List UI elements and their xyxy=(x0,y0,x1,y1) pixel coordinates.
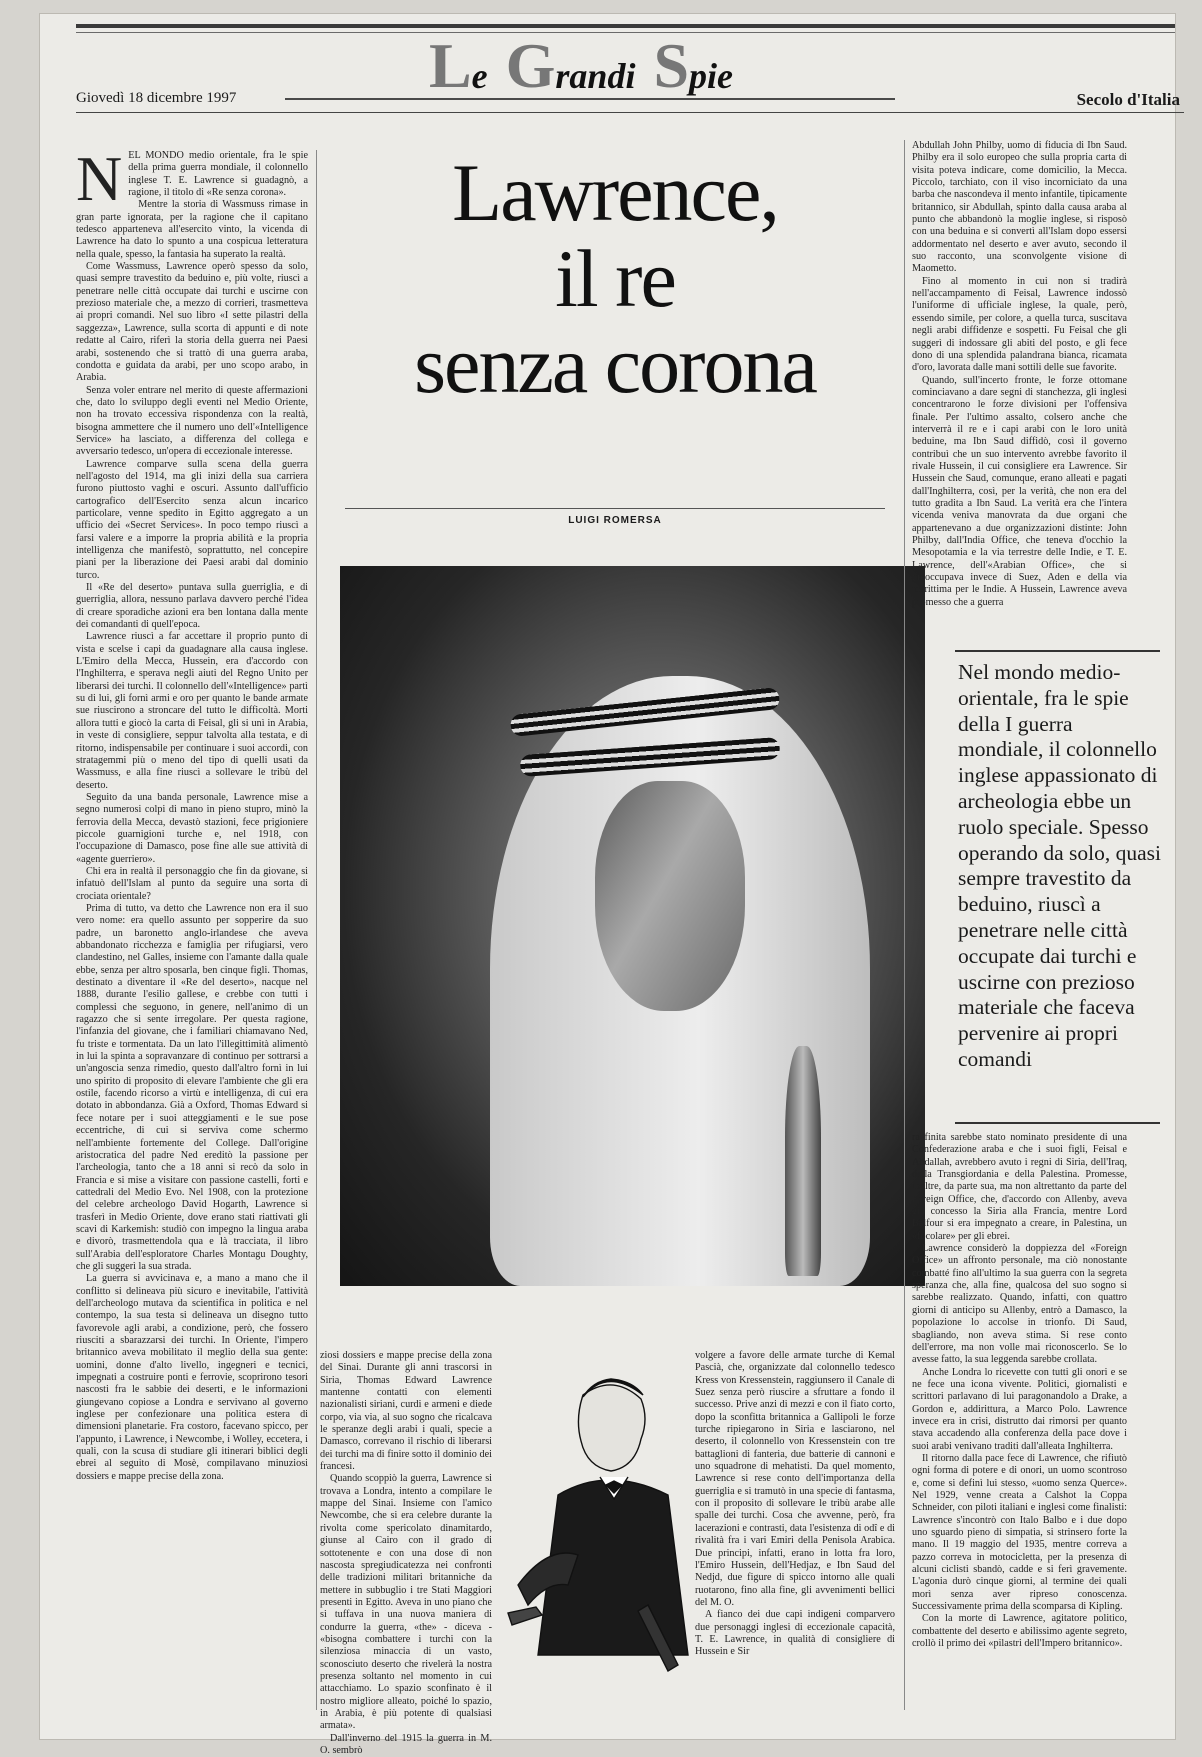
paragraph: EL MONDO medio orientale, fra le spie della prima guerra mondiale, il colonnello inglese T. E. Lawrence si guadagnò, a ragione, il titolo di «Re senza corona». xyxy=(128,150,308,199)
paragraph: Seguito da una banda personale, Lawrence mise a segno numerosi colpi di mano in pieno stupro, minò la ferrovia della Mecca, devastò stazioni, fece prigioniere piccole guarnigioni turche e, nel 1918, con l'occupazione di Damasco, pose fine alle sue attività di «agente guerriero». xyxy=(76,791,308,865)
newspaper-name: Secolo d'Italia xyxy=(1076,90,1180,109)
headline-line-2: il re xyxy=(555,233,675,324)
paragraph: Senza voler entrare nel merito di queste affermazioni che, dato lo sviluppo degli eventi nel Medio Oriente, non ha trovato eccessiva rispondenza con la realtà, bisogna ammettere che il numero uno dell'«Intelligence Service» ha lasciato, a differenza del collega e avversario tedesco, un'opera di eccezionale interesse. xyxy=(76,384,308,458)
paragraph: Anche Londra lo ricevette con tutti gli onori e se ne fece una icona vivente. Politici, giornalisti e scrittori parlavano di lui paragonandolo a Drake, a Gordon e, addirittura, a Marco Polo. Lawrence invece era in crisi, distrutto dai rimorsi per quanto stava accadendo alla conferenza della pace dove i suoi arabi venivano traditi dall'alleata Inghilterra. xyxy=(912,1366,1127,1452)
paragraph: La guerra si avvicinava e, a mano a mano che il conflitto si delineava più sicuro e inevitabile, l'attività dell'archeologo mutava da scientifica in politica e nel contempo, la sua testa si delineava un disegno tutto favorevole agli arabi, a condizione, però, che fossero riusciti a sbarazzarsi dei turchi. In Oriente, l'impero britannico aveva mobilitato il meglio della sua gente: uomini, donne d'alto livello, ingegneri e tecnici, impegnati a costruire ponti e ferrovie, scoprirono tesori nascosti fra le sabbie dei deserti, e le informazioni giungevano copiose a Londra e servivano al governo inglese per confezionare una politica estera di dimensioni planetarie. Fra costoro, facevano spicco, per l'appunto, i Lawrence, i Newcombe, i Wolley, eccetera, i quali, con la scusa di studiare gli itinerari biblici degli ebrei al seguito di Mosè, compilavano minuziosi dossiers e mappe precise della zona. xyxy=(76,1273,308,1482)
paragraph: Dall'inverno del 1915 la guerra in M. O. sembrò xyxy=(320,1732,492,1756)
headline-line-1: Lawrence, xyxy=(452,147,778,238)
paragraph: ra finita sarebbe stato nominato presidente di una Confederazione araba e che i suoi figli, Feisal e Abdallah, avrebbero avuto i regni di Siria, dell'Iraq, della Transgiordania e della Palestina. Promesse, inoltre, da parte sua, ma non altrettanto da parte del Foreign Office, che, d'accordo con Allenby, aveva già concesso la Siria alla Francia, mentre Lord Balfour si era impegnato a creare, in Palestina, un «focolare» per gli ebrei. xyxy=(912,1132,1127,1242)
portrait-photo xyxy=(340,566,925,1286)
paragraph: Quando, sull'incerto fronte, le forze ottomane cominciavano a dare segni di stanchezza, gli inglesi concentrarono le forze divisioni per l'offensiva finale. Per l'ultimo assalto, colsero anche che interverrà il re e i capi arabi con le loro unità beduine, ma Ibn Saud diffidò, così il governo contribuì che un suo intervento avrebbe favorito il rivale Hussein, il cui consigliere era Lawrence. Sir Hussein che Saud, comunque, erano alleati e pagati dall'Inghilterra, così, per la verità, che non era del tutto gradita a Ibn Saud. La verità era che l'intera vicenda veniva manovrata da due organi che appartenevano a due organizzazioni distinte: John Philby, dall'India Office, che teneva d'occhio la Mesopotamia e la via terrestre delle Indie, e T. E. Lawrence, dell'«Arabian Office», che si preoccupava invece di Suez, Aden e della via marittima per le Indie. A Hussein, Lawrence aveva promesso che a guerra xyxy=(912,374,1127,608)
headline-line-3: senza corona xyxy=(414,319,816,410)
paragraph: Lawrence comparve sulla scena della guerra nell'agosto del 1914, ma gli inizi della sua carriera furono piuttosto vaghi e oscuri. Assunto dall'ufficio cartografico dell'Esercito senza alcun incarico particolare, venne spedito in Egitto aggregato a un ufficio dei «Secret Services». In poco tempo riuscì a farsi valere e a imporre la propria abilità e la propria intelligenza che manifestò, soprattutto, nel concepire piani per la liberazione dei Paesi arabi dal dominio turco. xyxy=(76,458,308,581)
byline-rule xyxy=(345,508,885,509)
headline xyxy=(330,147,900,410)
spy-illustration xyxy=(498,1355,693,1705)
paragraph: Prima di tutto, va detto che Lawrence non era il suo vero nome: era quello assunto per sopperire da suo padre, un baronetto anglo-irlandese che aveva abbandonato ricchezza e famiglia per rifugiarsi, vero clandestino, nel Galles, insieme con l'amante dalla quale ebbe, senza per altro sposarla, ben cinque figli. Thomas, destinato a diventare il «Re del deserto», nacque nel 1888, durante l'esilio gallese, e crebbe con tutti i complessi che seguono, in genere, nell'animo di un ragazzo che si sente irregolare. Per questa ragione, l'infanzia del giovane, che i familiari chiamavano Ned, fu triste e tormentata. Da un lato l'illegittimità alimentò in lui la spinta a sopravanzare di continuo per sottrarsi a un'angoscia senza rimedio, questo dall'altro fornì in lui uno spirito di proposito di elevare l'ambiente che gli era ostile, facendo ricorso a virtù e intelligenza, di cui era dotato in abbondanza. Già a Oxford, Thomas Edward si fece notare per i suoi atteggiamenti e le sue pose eccentriche, di cui si serviva come schermo nell'ambiente fortemente del College. Dall'origine aristocratica del padre Ned ereditò la passione per l'archeologia, tanto che a 18 anni si recò da solo in Francia e si mise a visitare con passione castelli, forti e cattedrali del Medio Evo. Nel 1908, con la protezione del celebre archeologo David Hogarth, Lawrence si trasferì in Medio Oriente, dove erano stati riattivati gli scavi di Karkemish: studiò con impegno la lingua araba e divorò, trasmettendola qua e là tracciata, il libro sull'Arabia dell'esploratore Charles Montagu Doughty, che gli suggerì la sua strada. xyxy=(76,902,308,1272)
paragraph: Mentre la storia di Wassmuss rimase in gran parte ignorata, per la ragione che il capitano tedesco apparteneva all'esercito vinto, la vicenda di Lawrence ha dato lo spunto a una cospicua letteratura nella quale, spesso, la fantasia ha superato la realtà. xyxy=(76,199,308,260)
pullquote-rule-bottom xyxy=(955,1122,1160,1124)
paragraph: Con la morte di Lawrence, agitatore politico, combattente del deserto e abilissimo agente segreto, crollò il primo dei «pilastri dell'Impero britannico». xyxy=(912,1613,1127,1650)
column-divider xyxy=(316,150,317,1710)
drop-cap: N xyxy=(76,143,123,214)
masthead-letter-3: S xyxy=(653,30,690,101)
paragraph: Come Wassmuss, Lawrence operò spesso da solo, quasi sempre travestito da beduino e, più volte, riuscì a penetrare nelle città occupate dai turchi e uscirne con prezioso materiale che, a mezzo di corrieri, trasmetteva ai propri comandi. Nel suo libro «I sette pilastri della saggezza», Lawrence, sulla scorta di appunti e di note redatte al Cairo, riferì la storia della guerra nei Paesi arabi, sostenendo che si trattò di una guerra araba, condotta e guidata da arabi, per uno scopo arabo, in Arabia. xyxy=(76,261,308,384)
paragraph: A fianco dei due capi indigeni comparvero due personaggi inglesi di eccezionale capacità, T. E. Lawrence, in qualità di consigliere di Hussein e Sir xyxy=(695,1609,895,1658)
paragraph: Quando scoppiò la guerra, Lawrence si trovava a Londra, intento a compilare le mappe del Sinai. Insieme con l'amico Newcombe, che si era celebre durante la rivolta come spericolato dinamitardo, giunse al Cairo con il grado di sottotenente e con una dose di non nascosta spregiudicatezza nei confronti delle tradizioni militari britanniche da mettere in subbuglio i tre Stati Maggiori presenti in Egitto. Aveva in uno piano che si tuffava in una nuova maniera di condurre la guerra, «the» - diceva - «bisogna combattere i turchi con la silenziosa minaccia di un vasto, sconosciuto deserto che rivelerà la nostra presenza soltanto nel momento in cui attacchiamo. Lo spazio sconfinato è il nostro migliore alleato, poiché lo spazio, in Arabia, è più potente di qualsiasi armata». xyxy=(320,1473,492,1732)
masthead-letter-1: L xyxy=(428,30,472,101)
masthead-word-3: pie xyxy=(689,56,734,96)
middle-article-column-2 xyxy=(695,1350,895,1710)
paragraph: Il «Re del deserto» puntava sulla guerriglia, e di guerriglia, allora, nessuno parlava davvero perché l'idea di creare sporadiche azioni era ben lontana dalla mente dei comandanti di quell'epoca. xyxy=(76,582,308,631)
section-masthead xyxy=(285,22,895,100)
pullquote-rule-top xyxy=(955,650,1160,652)
dateline: Giovedì 18 dicembre 1997 xyxy=(76,90,237,106)
middle-article-column-1 xyxy=(320,1350,492,1756)
spy-figure-drawing xyxy=(508,1379,688,1671)
paragraph: Abdullah John Philby, uomo di fiducia di Ibn Saud. Philby era il solo europeo che sulla propria carta di visita poteva indicare, come domicilio, la Mecca. Piccolo, tarchiato, con il viso incorniciato da una barba che nascondeva il mento infantile, tipicamente britannico, sir Abdullah, spinto dalla causa araba al punto che abbandonò la moglie inglese, si risposò con una beduina e si convertì all'Islam dopo essersi addormentato nel deserto e aver avuto, secondo il suo racconto, una sconvolgente visione di Maometto. xyxy=(912,140,1127,275)
column-divider xyxy=(904,140,905,1710)
paragraph: Chi era in realtà il personaggio che fin da giovane, si infatuò dell'Islam al punto da seguire una sorta di crociata orientale? xyxy=(76,865,308,902)
header-rule xyxy=(76,112,1184,113)
right-article-column-top xyxy=(912,140,1127,635)
face-shape xyxy=(595,781,745,1011)
paragraph: Fino al momento in cui non si tradirà nell'accampamento di Feisal, Lawrence indossò l'uniforme di ufficiale inglese, la quale, però, essendo simile, per colore, a quella turca, suscitava negli arabi diffidenze e sospetti. Fu Feisal che gli suggerì di indossare gli abiti del posto, e gli fece dono di una splendida palandrana bianca, ricamata d'oro, lavorata dalle mani sottili delle sue favorite. xyxy=(912,275,1127,374)
dagger-shape xyxy=(785,1046,821,1276)
masthead-letter-2: G xyxy=(505,30,556,101)
paragraph: Lawrence riuscì a far accettare il proprio punto di vista e scelse i capi da guadagnare alla causa inglese. L'Emiro della Mecca, Hussein, era d'accordo con l'Inghilterra, e speravа negli aiuti del Regno Unito per liberarsi dei turchi. Il colonnello dell'«Intelligence» partì su di lui, gli fornì armi e oro per quanto le bande armate sue riuscirono a stroncare del tutto le difficoltà. Morti allora tutti e giocò la carta di Feisal, gli si unì in Arabia, in veste di consigliere, seppur talvolta alla testata, e di ritorno, indispensabile per continuare i suoi accordi, con stratagemmi più o meno del tipo di quelli usati da Wassmuss, e alla fine riuscì a sollevare le tribù del deserto. xyxy=(76,631,308,791)
masthead-word-2: randi xyxy=(555,56,636,96)
paragraph: Il ritorno dalla pace fece di Lawrence, che rifiutò ogni forma di potere e di onori, un uomo scontroso e, come si definì lui stesso, «uomo senza Querce». Nel 1929, venne creata a Calshot la Coppa Schneider, con piloti italiani e inglesi come finalisti: Lawrence s'incontrò con Italo Balbo e i due dopo uno sguardo pieno di simpatia, si strinsero forte la mano. Il 19 maggio del 1935, mentre correva a pazzo correva in motocicletta, per la presenza di alcuni ciclisti sbandò, cadde e si ferì gravemente. L'agonia durò cinque giorni, al termine dei quali morì senza aver ripreso conoscenza. Successivamente prima della scomparsa di Kipling. xyxy=(912,1452,1127,1613)
masthead-word-1: e xyxy=(471,56,488,96)
paragraph: ziosi dossiers e mappe precise della zona del Sinai. Durante gli anni trascorsi in Siria, Thomas Edward Lawrence mantenne contatti con elementi nazionalisti siriani, curdi e armeni e diede corpo, via via, al suo sogno che ricalcava le speranze degli arabi i quali, specie a Damasco, correvano il rischio di liberarsi dei turchi ma di finire sotto il dominio dei francesi. xyxy=(320,1350,492,1473)
paragraph: volgere a favore delle armate turche di Kemal Pascià, che, organizzate dal colonnello tedesco Kress von Kressenstein, raggiunsero il Canale di Suez senza però riuscire a sfruttare a fondo il successo. Prive anzi di mezzi e con il fiato corto, dopo la sconfitta britannica a Gallipoli le forze turche ripiegarono in Siria e lasciarono, nel deserto, il colonnello von Kressenstein con tre battaglioni di fanteria, due batterie di cannoni e uno squadrone di mehatisti. Da quel momento, Lawrence si rese conto dell'importanza della guerriglia e si tramutò in una specie di fantasma, con il proposito di sollevare le tribù arabe alle spalle dei turchi. Cosa che avvenne, però, fra lacerazioni e contrasti, data l'esistenza di odî e di rivalità fra i vari Emiri della Penisola Arabica. Due principi, infatti, erano in lotta fra loro, l'Emiro Hussein, dell'Hedjaz, e Ibn Saud del Nedjd, due figure di spicco intorno alle quali ruotarono, fino alla fine, gli avvenimenti bellici del M. O. xyxy=(695,1350,895,1608)
paragraph: Lawrence considerò la doppiezza del «Foreign Office» un affronto personale, ma ciò nonostante combatté fino all'ultimo la sua guerra con la segreta speranza che, alla fine, qualcosa del suo sogno si sarebbe realizzato. Quando, infatti, con quattro giorni di anticipo su Allenby, entrò a Damasco, la popolazione lo accolse in trionfo. Di Saud, sbagliando, non aveva stima. Si rese conto dell'errore, ma non volle mai riconoscerlo. Se lo avesse fatto, la sua leggenda sarebbe crollata. xyxy=(912,1243,1127,1366)
byline: LUIGI ROMERSA xyxy=(568,515,662,526)
pullquote: Nel mondo medio-orientale, fra le spie della I guerra mondiale, il colonnello inglese appassionato di archeologia ebbe un ruolo speciale. Spesso operando da solo, quasi sempre travestito da beduino, riuscì a penetrare nelle città occupate dai turchi e uscirne con prezioso materiale che faceva pervenire ai propri comandi xyxy=(958,660,1162,1071)
left-article-column xyxy=(76,143,308,1685)
right-article-column-bottom xyxy=(912,1132,1127,1712)
